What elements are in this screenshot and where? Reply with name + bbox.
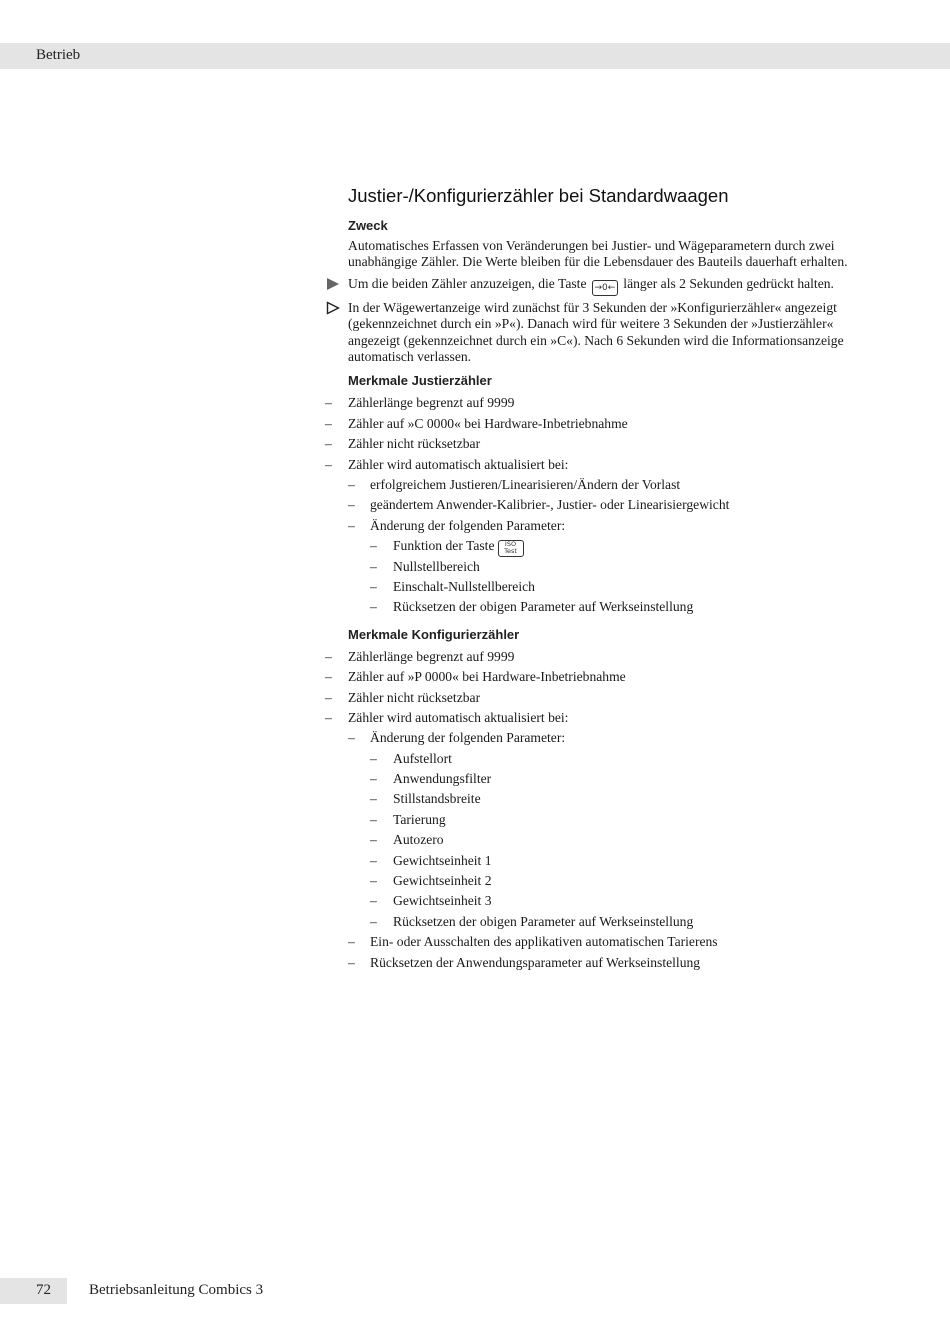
konfig-list <box>325 647 868 973</box>
sub-list-item: – Ein- oder Ausschalten des applikativen automatischen Tarierens <box>348 934 718 950</box>
list-item: – Zähler wird automatisch aktualisiert bei: <box>325 709 569 725</box>
param-item: – Gewichtseinheit 3 <box>370 893 492 909</box>
purpose-text: Automatisches Erfassen von Veränderungen bei Justier- und Wägeparametern durch zwei unabhängige Zähler. Die Werte bleiben für die Lebensdauer des Bauteils dauerhaft erhalten. <box>348 238 848 270</box>
param-item: – Funktion der Taste ISO Test <box>348 536 868 556</box>
param-item: – Tarierung <box>370 811 446 827</box>
list-item: – Zähler nicht rücksetzbar <box>325 436 481 452</box>
param-item: – Gewichtseinheit 1 <box>370 852 492 868</box>
step-text-after: länger als 2 Sekunden gedrückt halten. <box>623 275 834 291</box>
list-item: – Zähler nicht rücksetzbar <box>325 689 481 705</box>
footer-doc-title: Betriebsanleitung Combics 3 <box>89 1282 264 1298</box>
list-item: – Zählerlänge begrenzt auf 9999 <box>325 648 515 664</box>
instruction-step <box>348 276 868 296</box>
zero-key-icon: →0← <box>592 280 618 296</box>
sub-list-item: – Änderung der folgenden Parameter: <box>348 517 566 533</box>
param-item: – Rücksetzen der obigen Parameter auf Werkseinstellung <box>370 913 694 929</box>
list-item: – Zähler auf »P 0000« bei Hardware-Inbetriebnahme <box>325 669 626 685</box>
param-item: – Einschalt-Nullstellbereich <box>370 578 535 594</box>
konfig-heading: Merkmale Konfigurierzähler <box>348 626 520 642</box>
justier-list <box>325 393 868 617</box>
filled-triangle-icon <box>326 277 340 291</box>
iso-test-key-icon: ISO Test <box>498 540 524 557</box>
param-item: – Nullstellbereich <box>370 558 480 574</box>
list-item: – Zählerlänge begrenzt auf 9999 <box>325 395 515 411</box>
header-bar <box>0 43 950 69</box>
param-item: – Stillstandsbreite <box>370 791 481 807</box>
step-text-before: Um die beiden Zähler anzuzeigen, die Taste <box>348 275 587 291</box>
sub-list-item: – geändertem Anwender-Kalibrier-, Justier- oder Linearisiergewicht <box>348 497 730 513</box>
main-content <box>325 184 868 981</box>
result-text: In der Wägewertanzeige wird zunächst für 3 Sekunden der »Konfigurierzähler« angezeigt (gekennzeichnet durch ein »P«). Danach wird für weitere 3 Sekunden der »Justierzähler« angezeigt (gekennzeichnet durch ein »C«). Nach 6 Sekunden wird die Informationsanzeige automatisch verlassen. <box>348 299 844 365</box>
param-item: – Anwendungsfilter <box>370 771 492 787</box>
param-item: – Gewichtseinheit 2 <box>370 873 492 889</box>
page-number: 72 <box>36 1282 51 1298</box>
param-item: – Rücksetzen der obigen Parameter auf Werkseinstellung <box>370 599 694 615</box>
outline-triangle-icon <box>326 301 340 315</box>
sub-list-item: – Änderung der folgenden Parameter: <box>348 730 566 746</box>
result-step <box>348 300 868 366</box>
list-item: – Zähler wird automatisch aktualisiert bei: <box>325 456 569 472</box>
param-item: – Autozero <box>370 832 444 848</box>
page-title: Justier-/Konfigurierzähler bei Standardwaagen <box>348 185 729 206</box>
purpose-heading: Zweck <box>348 218 388 233</box>
page-number-box <box>0 1278 67 1304</box>
param-item: – Aufstellort <box>370 750 452 766</box>
list-item: – Zähler auf »C 0000« bei Hardware-Inbetriebnahme <box>325 415 628 431</box>
justier-heading: Merkmale Justierzähler <box>348 373 492 389</box>
section-title: Betrieb <box>36 47 81 63</box>
sub-list-item: – erfolgreichem Justieren/Linearisieren/Ändern der Vorlast <box>348 477 681 492</box>
sub-list-item: – Rücksetzen der Anwendungsparameter auf Werkseinstellung <box>348 954 701 970</box>
